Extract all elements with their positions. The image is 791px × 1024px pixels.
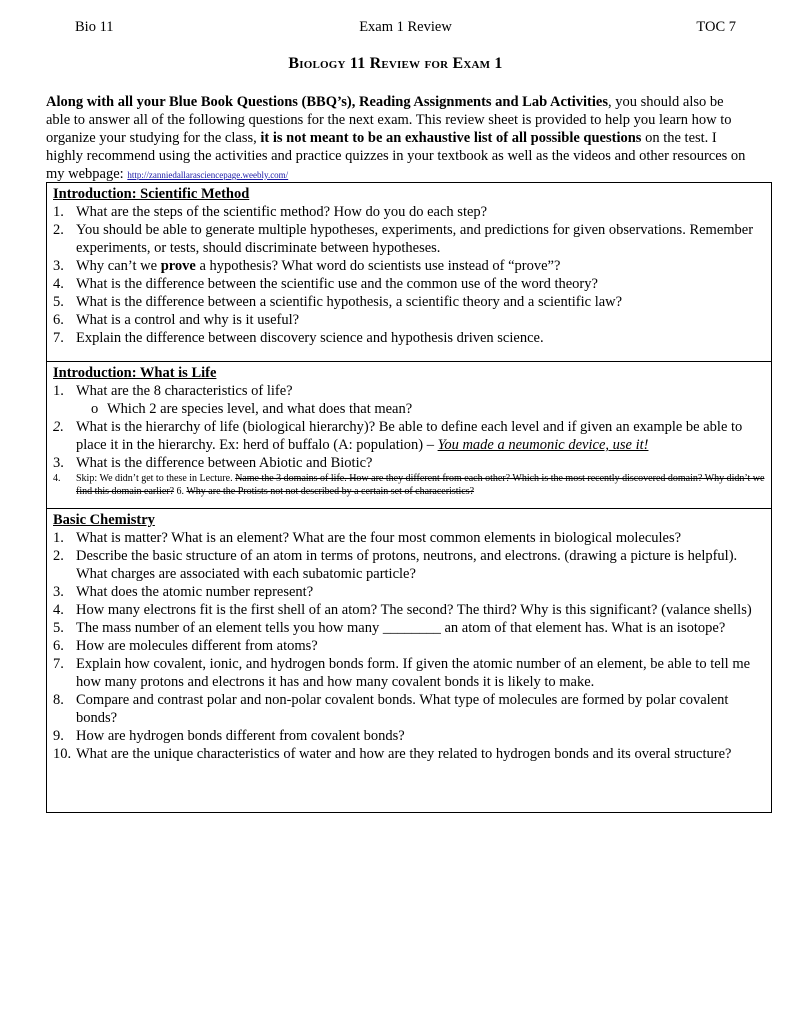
question-list [53, 529, 765, 763]
bullet-icon: o [91, 401, 99, 417]
question-list [53, 382, 765, 498]
list-item: 6. How are molecules different from atoms? [53, 638, 318, 654]
list-item: 1. What are the 8 characteristics of life? [53, 383, 293, 399]
section-scientific-method [46, 182, 772, 362]
section-basic-chemistry [46, 508, 772, 813]
list-item: 9. How are hydrogen bonds different from covalent bonds? [53, 728, 405, 744]
list-item: 2. What is the hierarchy of life (biological hierarchy)? Be able to define each level and if given an example be able to place it in the hierarchy. Ex: herd of buffalo (A: population) – You made a neumonic device, use it! [53, 419, 743, 453]
header-toc: TOC 7 [696, 19, 736, 35]
list-item: 3. What is the difference between Abiotic and Biotic? [53, 455, 373, 471]
section-title: Introduction: Scientific Method [53, 186, 250, 202]
list-item: 7. Explain how covalent, ionic, and hydrogen bonds form. If given the atomic number of an element, be able to tell me how many protons and electrons it has and how many covalent bonds it is likely to make. [53, 656, 751, 690]
sub-list-item: o Which 2 are species level, and what does that mean? [91, 401, 413, 417]
webpage-link[interactable]: http://zanniedallarasciencepage.weebly.com/ [127, 170, 289, 180]
list-item: 8. Compare and contrast polar and non-polar covalent bonds. What type of molecules are formed by polar covalent bonds? [53, 692, 729, 726]
document-title: Biology 11 Review for Exam 1 [288, 55, 503, 72]
section-what-is-life [46, 361, 772, 509]
question-list [53, 203, 765, 347]
section-title: Introduction: What is Life [53, 365, 217, 381]
list-item: 5. What is the difference between a scientific hypothesis, a scientific theory and a scientific law? [53, 294, 623, 310]
intro-paragraph: Along with all your Blue Book Questions (BBQ’s), Reading Assignments and Lab Activities, you should also be able to answer all of the following questions for the next exam. This review sheet is provided to help you learn how to organize your studying for the class, it is not meant to be an exhaustive list of all possible questions on the test. I highly recommend using the activities and practice quizzes in your textbook as well as the videos and other resources on my webpage: http://zanniedallarasciencepage.weebly.com/ [46, 94, 746, 182]
list-item: 6. What is a control and why is it useful? [53, 312, 300, 328]
list-item: 1. What is matter? What is an element? What are the four most common elements in biological molecules? [53, 530, 682, 546]
list-item: 7. Explain the difference between discovery science and hypothesis driven science. [53, 330, 544, 346]
header-title: Exam 1 Review [359, 19, 452, 35]
header-course: Bio 11 [75, 19, 114, 35]
list-item: 4. How many electrons fit is the first shell of an atom? The second? The third? Why is this significant? (valance shells) [53, 602, 752, 618]
list-item: 3. Why can’t we prove a hypothesis? What word do scientists use instead of “prove”? [53, 258, 561, 274]
list-item: 10. What are the unique characteristics of water and how are they related to hydrogen bonds and its overal structure? [53, 746, 732, 762]
list-item: 2. Describe the basic structure of an atom in terms of protons, neutrons, and electrons. (drawing a picture is helpful). What charges are associated with each subatomic particle? [53, 548, 738, 582]
list-item: 2. You should be able to generate multiple hypotheses, experiments, and predictions for given observations. Remember experiments, or tests, should discriminate between hypotheses. [53, 222, 754, 256]
list-item-skipped: 4. Skip: We didn’t get to these in Lecture. Name the 3 domains of life. How are they different from each other? Which is the most recently discovered domain? Why didn’t we find this domain earlier? 6. Why are the Protists not not described by a certain set of characeristics? [53, 473, 765, 497]
page-header [75, 19, 736, 37]
list-item: 5. The mass number of an element tells you how many ________ an atom of that element has. What is an isotope? [53, 620, 726, 636]
list-item: 1. What are the steps of the scientific method? How do you do each step? [53, 204, 488, 220]
list-item: 3. What does the atomic number represent? [53, 584, 314, 600]
list-item: 4. What is the difference between the scientific use and the common use of the word theory? [53, 276, 598, 292]
section-title: Basic Chemistry [53, 512, 155, 528]
